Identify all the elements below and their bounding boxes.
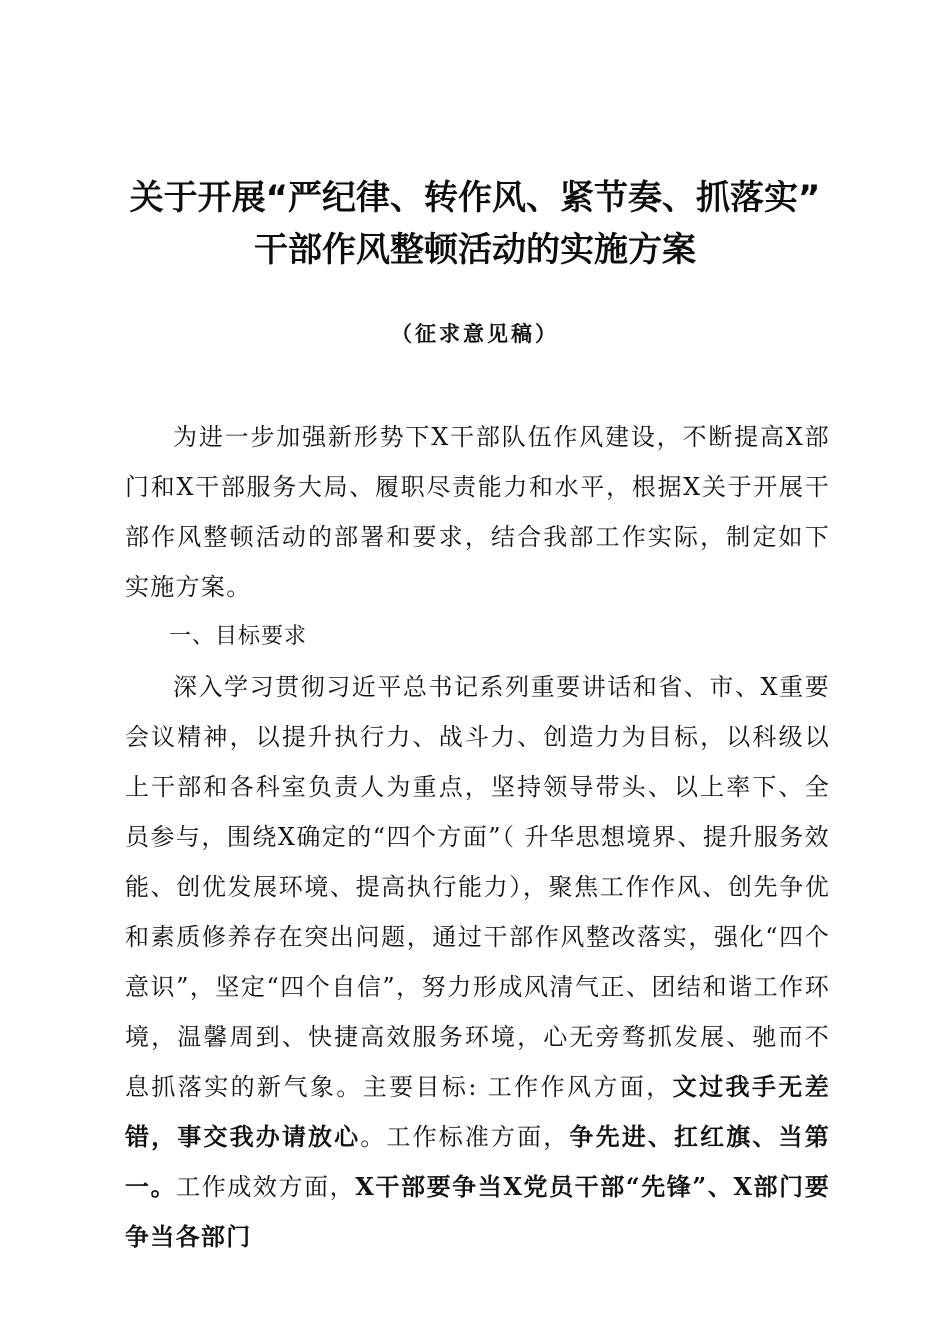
document-title-line-2: 干部作风整顿活动的实施方案 bbox=[254, 230, 696, 270]
section-heading-goals: 一、目标要求 bbox=[169, 624, 308, 649]
goal-2-emphasis: 争先进、扛红旗、当第一。 bbox=[125, 1122, 830, 1201]
main-goal-label: 主要目标: bbox=[362, 1073, 478, 1101]
goals-text: 深入学习贯彻习近平总书记系列重要讲话和省、市、X重要会议精神，以提升执行力、战斗力、创造力为目标，以科级以上干部和各科室负责人为重点，坚持领导带头、以上率下、全员参与，围绕X确定的“四个方面”（ 升华思想境界、提升服务效能、创优发展环境、提高执行能力），聚焦工作作风、创先争优和素质修养存在突出问题，通过干部作风整改落实，强化“四个意识”，坚定“四个自信”，努力形成风清气正、团结和谐工作环境，温馨周到、快捷高效服务环境，心无旁骛抓发展、驰而不息抓落实的新气象。 bbox=[125, 673, 830, 1101]
document-subtitle: （征求意见稿） bbox=[391, 322, 559, 346]
goal-1-prefix: 工作作风方面， bbox=[477, 1073, 673, 1101]
goals-paragraph bbox=[125, 662, 830, 1262]
document-body bbox=[125, 412, 830, 1262]
document-title-line-1: 关于开展“严纪律、转作风、紧节奏、抓落实” bbox=[129, 178, 821, 218]
goal-1-emphasis: 文过我手无差错，事交我办请放心 bbox=[125, 1072, 831, 1151]
goal-3-emphasis: X干部要争当X党员干部“先锋”、X部门要争当各部门 bbox=[125, 1172, 830, 1251]
goal-2-prefix: 。工作标准方面， bbox=[360, 1123, 570, 1151]
intro-paragraph: 为进一步加强新形势下X干部队伍作风建设，不断提高X部门和X干部服务大局、履职尽责能力和水平，根据X关于开展干部作风整顿活动的部署和要求，结合我部工作实际，制定如下实施方案。 bbox=[125, 423, 830, 601]
goal-3-prefix: 工作成效方面， bbox=[176, 1173, 356, 1201]
